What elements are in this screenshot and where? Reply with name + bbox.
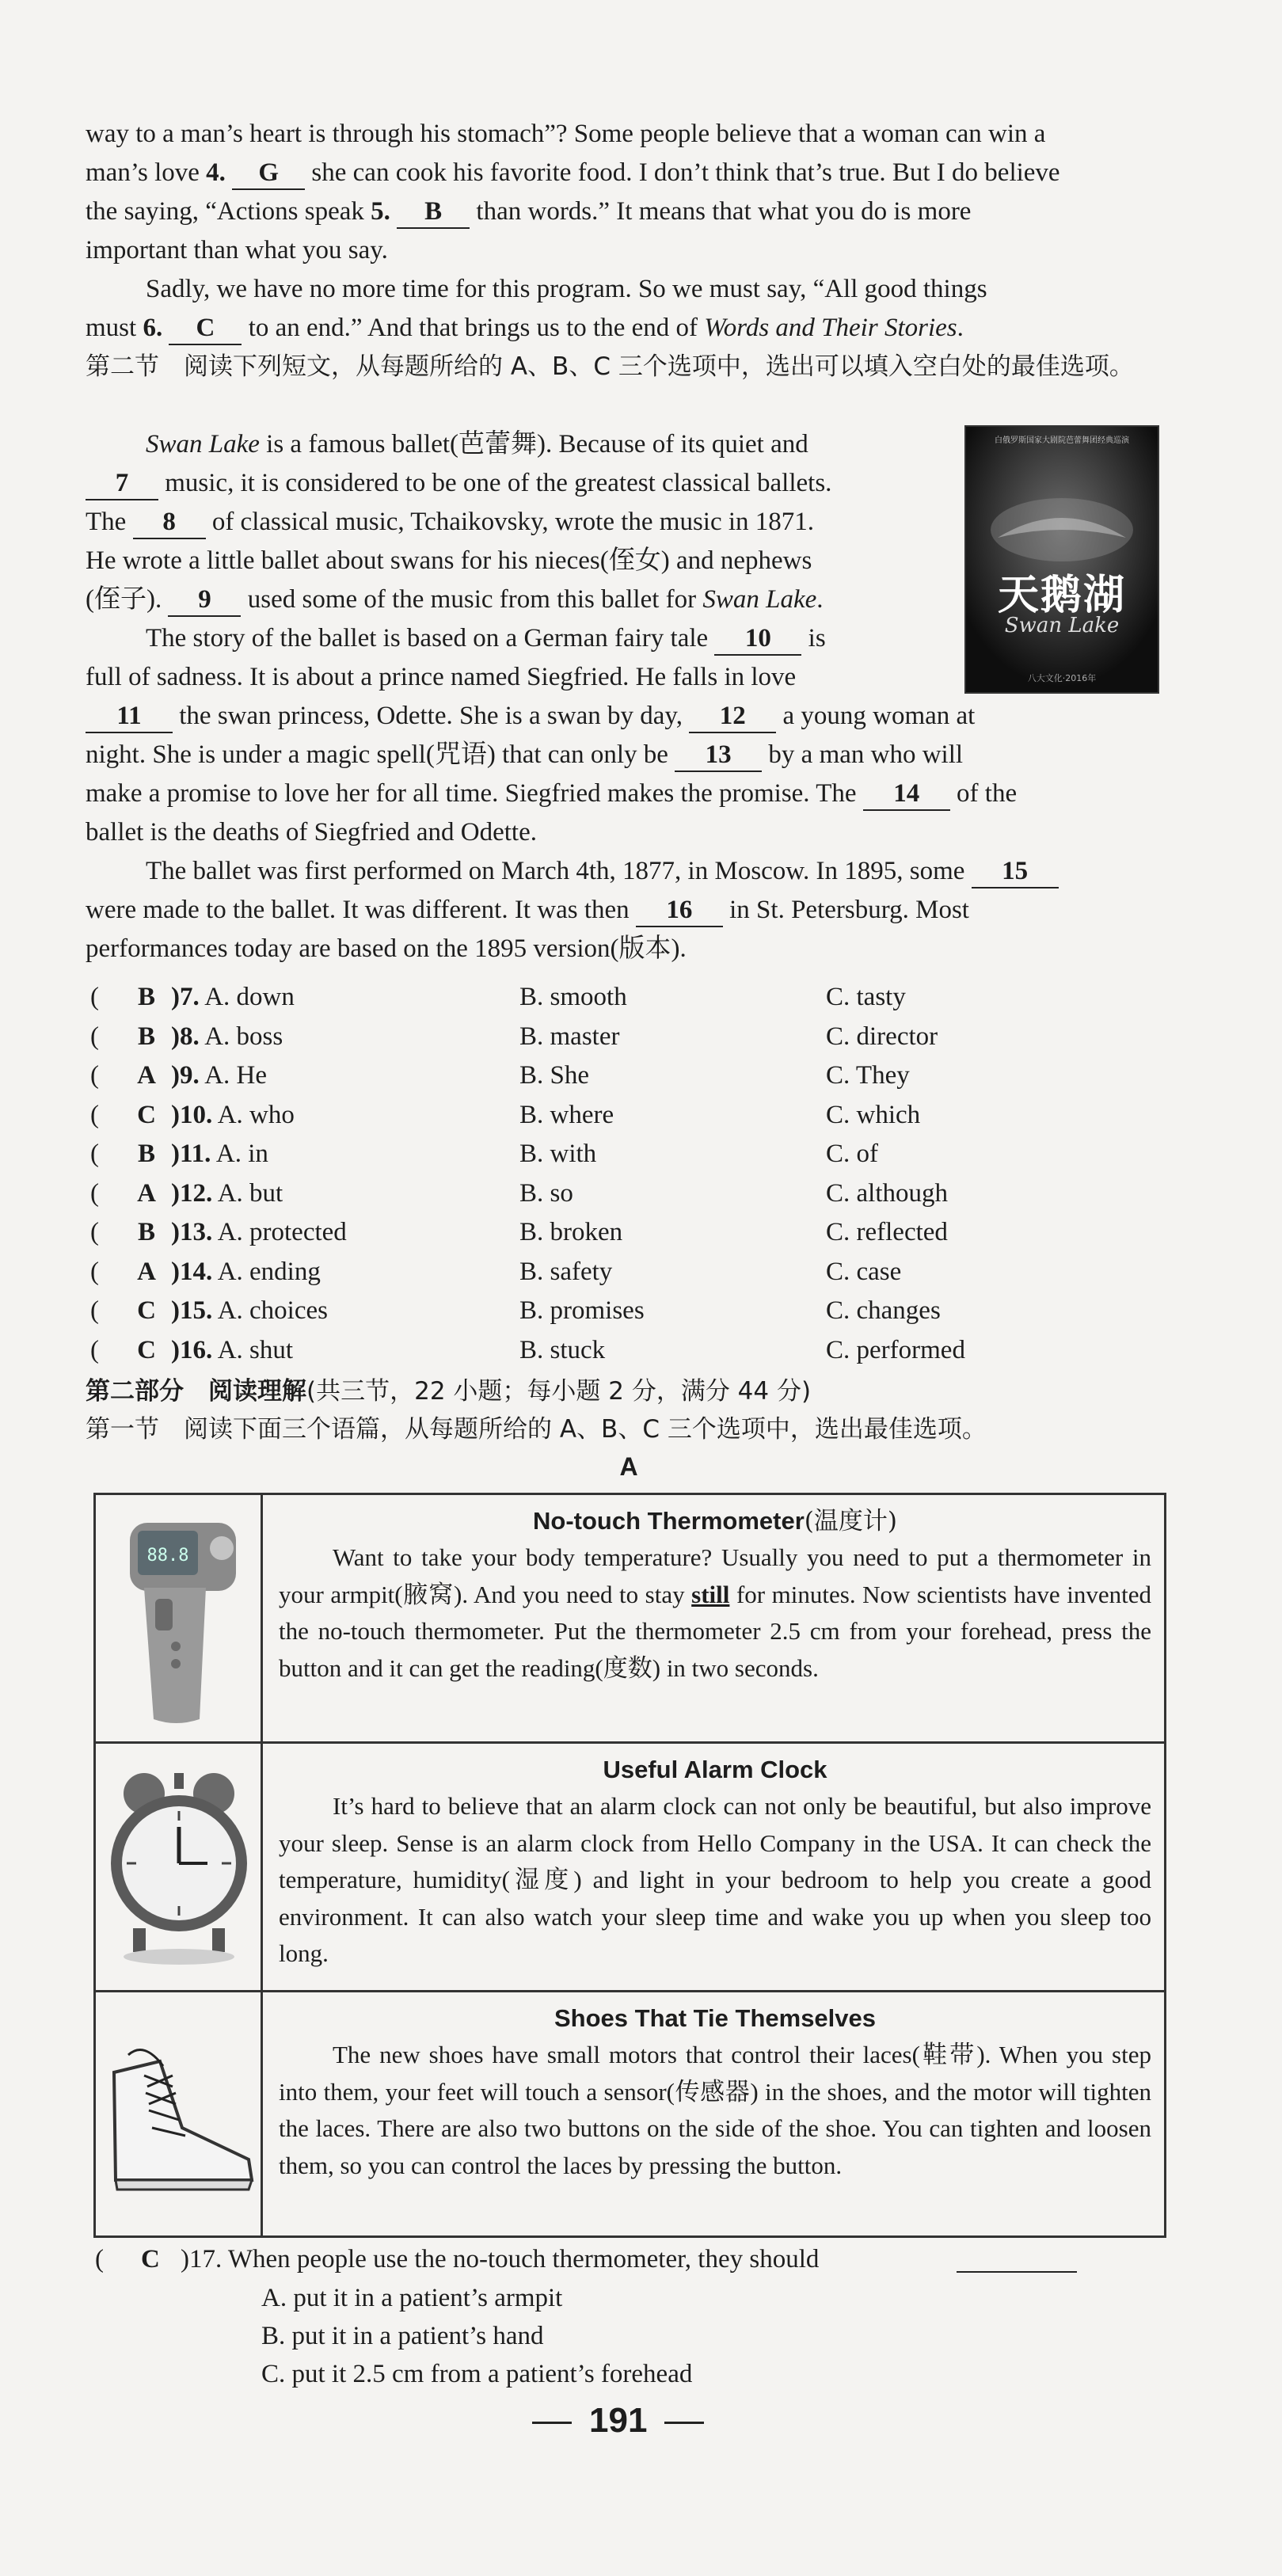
question-number: )10. <box>171 1100 213 1129</box>
option-a <box>171 1135 268 1174</box>
option-row <box>86 1331 1172 1371</box>
question-number: )15. <box>171 1296 213 1325</box>
section-1-heading: 第一节 阅读下面三个语篇，从每题所给的 A、B、C 三个选项中，选出最佳选项。 <box>86 1415 987 1444</box>
option-b: B. broken <box>519 1218 623 1246</box>
clock-title: Useful Alarm Clock <box>603 1756 827 1783</box>
title-gloss: (温度计) <box>804 1507 897 1535</box>
text-line: The <box>86 508 133 536</box>
option-b: B. where <box>519 1100 614 1129</box>
text-line: must <box>86 314 143 342</box>
text-line: were made to the ballet. It was different. It was then <box>86 896 636 924</box>
shoe-text-cell <box>262 1992 1166 2237</box>
body-text: for minutes. Now scientists have invented the no-touch thermometer. Put the thermometer 2.5 cm from your forehead, press the button and it can get the reading(度数) in two seconds. <box>279 1580 1151 1682</box>
paren: ( <box>90 1100 99 1129</box>
option-a-text: A. ending <box>217 1257 321 1286</box>
chosen-answer: C <box>137 1100 156 1129</box>
text-line: a young woman at <box>776 702 976 730</box>
option-row <box>86 1135 1172 1174</box>
option-a <box>171 1253 321 1292</box>
blank-16: 16 <box>636 894 723 927</box>
option-b: B. promises <box>519 1296 645 1325</box>
text-line: The story of the ballet is based on a German fairy tale <box>146 624 715 653</box>
paren: ( <box>90 1061 99 1090</box>
q17-answer: C <box>141 2245 160 2274</box>
chosen-answer: A <box>137 1061 156 1090</box>
paren: ( <box>90 1022 99 1051</box>
passage-block <box>86 697 1172 968</box>
passage-letter: A <box>619 1452 638 1481</box>
text-line: in St. Petersburg. Most <box>722 896 969 924</box>
question-number: )16. <box>171 1335 213 1364</box>
clock-text-cell <box>262 1743 1166 1992</box>
blank-12: 12 <box>689 700 776 733</box>
q17-options <box>86 2279 1172 2393</box>
option-c: C. changes <box>826 1296 941 1325</box>
option-b: B. master <box>519 1022 620 1051</box>
option-row <box>86 1056 1172 1096</box>
option-a-text: A. shut <box>217 1335 294 1364</box>
option-row <box>86 1096 1172 1136</box>
option-a-text: A. but <box>217 1178 283 1208</box>
clock-cell <box>95 1743 262 1992</box>
option-c: C. of <box>826 1140 878 1168</box>
chosen-answer: B <box>137 1218 155 1246</box>
option-c: C. performed <box>826 1335 965 1364</box>
answer-blank: G <box>232 157 305 190</box>
paren: ( <box>90 1296 99 1325</box>
top-paragraphs <box>86 115 1172 386</box>
q17-blank <box>957 2271 1077 2273</box>
option-a <box>171 978 295 1018</box>
text-line: is a famous ballet(芭蕾舞). Because of its quiet and <box>259 430 808 459</box>
option-b: B. smooth <box>519 983 627 1011</box>
text-line: by a man who will <box>762 740 964 769</box>
question-number: )13. <box>171 1218 213 1246</box>
paren: ( <box>90 1257 99 1286</box>
ballet-title: Swan Lake <box>702 585 817 614</box>
shoe-title: Shoes That Tie Themselves <box>554 2004 877 2032</box>
option-a-text: A. who <box>217 1100 295 1129</box>
option-b: B. stuck <box>519 1335 606 1364</box>
option-a <box>171 1174 283 1214</box>
question-number: 6. <box>143 314 163 342</box>
option-c: C. director <box>826 1022 938 1051</box>
option-a <box>171 1213 347 1253</box>
text-line: Sadly, we have no more time for this program. So we must say, “All good things <box>146 275 987 303</box>
reading-table <box>93 1493 1166 2238</box>
part-2-note: (共三节，22 小题；每小题 2 分，满分 44 分) <box>306 1377 812 1406</box>
option-a-text: A. choices <box>217 1296 328 1325</box>
thermometer-text-cell <box>262 1494 1166 1743</box>
part-2-title <box>86 1372 1172 1410</box>
section-2-heading: 第二节 阅读下列短文，从每题所给的 A、B、C 三个选项中，选出可以填入空白处的最佳选项。 <box>86 352 1134 381</box>
text-line: man’s love <box>86 158 207 187</box>
table-row <box>95 1743 1166 1992</box>
passage-lower <box>86 697 1172 968</box>
text-line: make a promise to love her for all time. Siegfried makes the promise. The <box>86 779 863 808</box>
blank-15: 15 <box>972 855 1059 888</box>
question-number: )7. <box>171 983 200 1011</box>
chosen-answer: A <box>137 1178 156 1208</box>
question-number: )11. <box>171 1140 211 1168</box>
text-line: music, it is considered to be one of the greatest classical ballets. <box>158 469 832 497</box>
thermometer-body <box>279 1539 1151 1687</box>
option-a-text: A. in <box>215 1140 268 1168</box>
answer-blank: C <box>169 312 242 345</box>
question-number: )9. <box>171 1061 200 1090</box>
option-row <box>86 1174 1172 1214</box>
option-c: C. They <box>826 1061 910 1090</box>
blank-14: 14 <box>863 778 950 811</box>
question-17 <box>86 2239 1172 2393</box>
option-a-text: A. down <box>204 983 295 1011</box>
q17-stem-row: ( C )17. When people use the no-touch thermometer, they should <box>86 2239 1172 2279</box>
paren: ( <box>90 1140 99 1168</box>
text-line: important than what you say. <box>86 236 388 264</box>
para-2 <box>86 270 1172 309</box>
alarm-clock-icon <box>97 1745 260 1982</box>
text-line: used some of the music from this ballet for <box>241 585 703 614</box>
text-line: full of sadness. It is about a prince named Siegfried. He falls in love <box>86 663 797 691</box>
text-line: The ballet was first performed on March 4th, 1877, in Moscow. In 1895, some <box>146 857 972 885</box>
blank-8: 8 <box>133 506 206 539</box>
ballet-title: Swan Lake <box>146 430 260 459</box>
program-title: Words and Their Stories <box>704 314 957 342</box>
option-b: B. safety <box>519 1257 613 1286</box>
option-a <box>171 1056 267 1096</box>
chosen-answer: C <box>137 1335 156 1364</box>
chosen-answer: B <box>137 1022 155 1051</box>
thermometer-display: 88.8 <box>146 1546 189 1566</box>
dash-right <box>664 2422 704 2424</box>
title-text: No-touch Thermometer <box>533 1507 805 1535</box>
text-line: is <box>801 624 826 653</box>
option-row <box>86 1018 1172 1057</box>
text-line: of the <box>949 779 1018 808</box>
option-a-text: A. He <box>204 1061 267 1090</box>
text-line: (侄子). <box>86 585 169 614</box>
option-row <box>86 1253 1172 1292</box>
option-row <box>86 978 1172 1018</box>
option-b: B. so <box>519 1178 573 1208</box>
para-1 <box>86 115 1172 270</box>
text-line: the saying, “Actions speak <box>86 197 371 226</box>
body-text: Want to take your body temperature? Usually you need to put a thermometer in your armpit(腋窝). And you need to stay <box>279 1543 1151 1608</box>
q17-stem: )17. When people use the no-touch thermometer, they should <box>181 2245 820 2274</box>
option-row <box>86 1213 1172 1253</box>
text-line: night. She is under a magic spell(咒语) that can only be <box>86 740 675 769</box>
question-number: )12. <box>171 1178 213 1208</box>
para-2-cont <box>86 309 1172 348</box>
option-c: C. case <box>826 1257 902 1286</box>
thermometer-cell <box>95 1494 262 1743</box>
chosen-answer: B <box>137 983 155 1011</box>
poster-art <box>966 427 1158 692</box>
passage-upper <box>86 425 950 697</box>
options-list <box>86 978 1172 1370</box>
text-line: of classical music, Tchaikovsky, wrote the music in 1871. <box>205 508 815 536</box>
poster-title-cn: 天鹅湖 <box>997 571 1126 619</box>
thermometer-icon <box>97 1496 260 1733</box>
text-line: she can cook his favorite food. I don’t think that’s true. But I do believe <box>305 158 1060 187</box>
blank-11: 11 <box>86 700 173 733</box>
q17-option-a: A. put it in a patient’s armpit <box>261 2284 563 2312</box>
shoe-cell <box>95 1992 262 2237</box>
part-2-heading <box>86 1372 1172 1485</box>
option-a <box>171 1292 328 1331</box>
option-b: B. She <box>519 1061 590 1090</box>
page-number-text: 191 <box>589 2401 648 2440</box>
shoe-icon <box>97 1993 260 2228</box>
text-line: to an end.” And that brings us to the end of <box>242 314 705 342</box>
option-row <box>86 1292 1172 1331</box>
poster-top-text: 白俄罗斯国家大剧院芭蕾舞团经典巡演 <box>995 436 1129 445</box>
paren: ( <box>90 1218 99 1246</box>
option-a-text: A. boss <box>204 1022 283 1051</box>
blank-13: 13 <box>675 739 762 772</box>
option-a-text: A. protected <box>217 1218 347 1246</box>
text-line: . <box>816 585 824 614</box>
text-line: way to a man’s heart is through his stomach”? Some people believe that a woman can win a <box>86 120 1046 148</box>
question-number: 5. <box>371 197 390 226</box>
poster-bottom-text: 八大文化·2016年 <box>1027 673 1097 683</box>
passage-block <box>86 425 950 697</box>
question-number: 4. <box>206 158 226 187</box>
dash-left <box>532 2422 572 2424</box>
text-line: . <box>957 314 964 342</box>
option-c: C. reflected <box>826 1218 948 1246</box>
blank-9: 9 <box>168 584 241 617</box>
text-line: the swan princess, Odette. She is a swan by day, <box>173 702 690 730</box>
chosen-answer: A <box>137 1257 156 1286</box>
question-number: )14. <box>171 1257 213 1286</box>
text-line: ballet is the deaths of Siegfried and Odette. <box>86 818 537 847</box>
thermometer-title <box>279 1503 1151 1539</box>
page-number <box>515 2401 721 2441</box>
part-2-label: 第二部分 阅读理解 <box>86 1377 306 1406</box>
option-a <box>171 1018 283 1057</box>
q17-option-c: C. put it 2.5 cm from a patient’s forehead <box>261 2360 693 2388</box>
paren: ( <box>90 1335 99 1364</box>
blank-7: 7 <box>86 467 158 500</box>
blank-10: 10 <box>714 622 801 656</box>
answer-blank: B <box>397 196 470 229</box>
text-line: than words.” It means that what you do is more <box>470 197 972 226</box>
option-c: C. tasty <box>826 983 906 1011</box>
paren: ( <box>90 1178 99 1208</box>
key-word: still <box>691 1580 730 1608</box>
paren: ( <box>90 983 99 1011</box>
chosen-answer: C <box>137 1296 156 1325</box>
clock-body: It’s hard to believe that an alarm clock can not only be beautiful, but also improve your sleep. Sense is an alarm clock from Hello Company in the USA. It can check the temperature, humidity(湿度) and light in your bedroom to help you create a good environment. It can also watch your sleep time and wake you up when you sleep too long. <box>279 1792 1151 1967</box>
option-c: C. although <box>826 1178 948 1208</box>
option-b: B. with <box>519 1140 597 1168</box>
table-row <box>95 1992 1166 2237</box>
poster-title-en: Swan Lake <box>1004 614 1120 637</box>
table-row <box>95 1494 1166 1743</box>
question-number: )8. <box>171 1022 200 1051</box>
chosen-answer: B <box>137 1140 155 1168</box>
option-a <box>171 1096 295 1136</box>
shoe-body: The new shoes have small motors that control their laces(鞋带). When you step into them, your feet will touch a sensor(传感器) in the shoes, and the motor will tighten the laces. There are also two buttons on the side of the shoe. You can tighten and loosen them, so you can control the laces by pressing the button. <box>279 2041 1151 2179</box>
q17-option-b: B. put it in a patient’s hand <box>261 2322 544 2350</box>
option-c: C. which <box>826 1100 921 1129</box>
text-line: performances today are based on the 1895 version(版本). <box>86 934 687 963</box>
swan-lake-poster <box>964 425 1159 694</box>
text-line: He wrote a little ballet about swans for his nieces(侄女) and nephews <box>86 546 812 575</box>
option-a <box>171 1331 293 1371</box>
